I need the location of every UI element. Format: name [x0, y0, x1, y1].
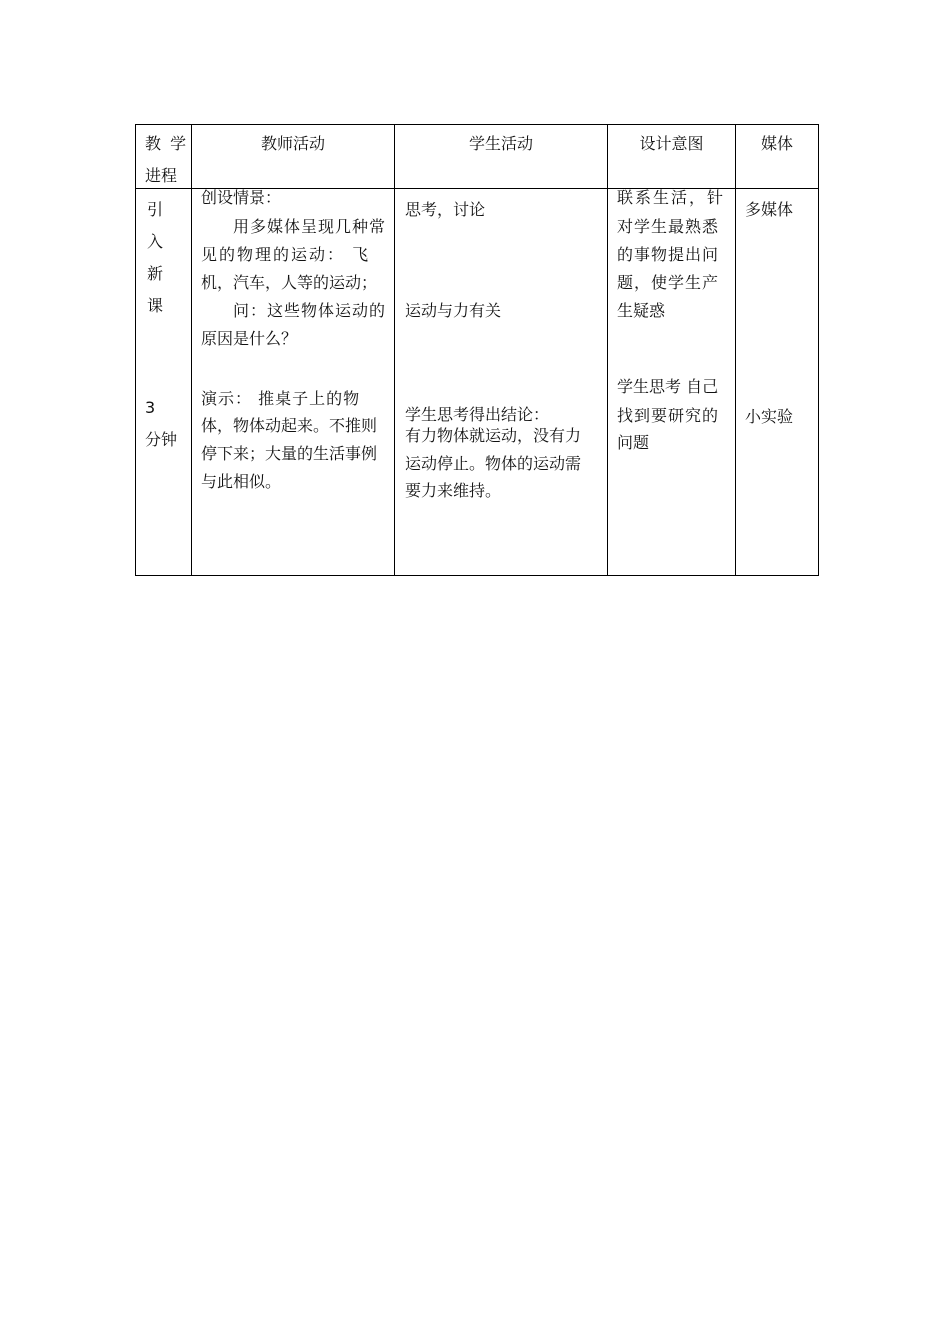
- stage-char: 引: [147, 200, 164, 219]
- teacher-line: 停下来；大量的生活事例: [201, 444, 378, 463]
- media-line: 小实验: [745, 407, 794, 426]
- student-line: 运动与力有关: [405, 301, 502, 320]
- design-line: 找到要研究的: [617, 406, 720, 425]
- header-design-intent: 设计意图: [639, 134, 704, 153]
- header-teacher-activity: 教师活动: [260, 134, 325, 153]
- design-line: 生疑惑: [617, 301, 666, 320]
- teacher-line: 创设情景：: [201, 188, 282, 207]
- stage-char: 课: [147, 296, 164, 315]
- design-line: 问题: [617, 433, 650, 452]
- teacher-line: 演示： 推桌子上的物: [201, 389, 361, 408]
- student-line: 要力来维持。: [405, 481, 502, 500]
- col-divider-left: [135, 124, 136, 576]
- teacher-line: 问：这些物体运动的: [233, 301, 387, 320]
- duration-unit: 分钟: [145, 430, 178, 449]
- teacher-line: 机，汽车，人等的运动；: [201, 273, 378, 292]
- col-divider-3: [607, 124, 608, 576]
- duration-number: 3: [145, 398, 156, 417]
- stage-char: 新: [147, 264, 164, 283]
- table-border-bottom: [135, 575, 819, 576]
- teacher-line: 体，物体动起来。不推则: [201, 416, 378, 435]
- header-progress-line2: 进程: [145, 166, 178, 185]
- student-line: 学生思考得出结论：: [405, 405, 550, 424]
- lesson-plan-table: [135, 124, 819, 576]
- stage-char: 入: [147, 232, 164, 251]
- table-border-top: [135, 124, 819, 125]
- teacher-line: 原因是什么？: [201, 329, 298, 348]
- teacher-line: 与此相似。: [201, 472, 282, 491]
- teacher-line: 见的物理的运动： 飞: [201, 245, 371, 264]
- header-student-activity: 学生活动: [468, 134, 533, 153]
- header-media: 媒体: [760, 134, 793, 153]
- col-divider-right: [818, 124, 819, 576]
- design-line: 题，使学生产: [617, 273, 720, 292]
- student-line: 思考，讨论: [405, 200, 486, 219]
- student-line: 运动停止。物体的运动需: [405, 454, 582, 473]
- media-line: 多媒体: [745, 200, 794, 219]
- design-line: 对学生最熟悉: [617, 217, 720, 236]
- design-line: 的事物提出问: [617, 245, 720, 264]
- col-divider-1: [191, 124, 192, 576]
- student-line: 有力物体就运动，没有力: [405, 426, 582, 445]
- col-divider-2: [394, 124, 395, 576]
- col-divider-4: [735, 124, 736, 576]
- teacher-line: 用多媒体呈现几种常: [233, 217, 387, 236]
- design-line: 学生思考 自己: [617, 377, 719, 396]
- design-line: 联系生活，针: [617, 188, 726, 207]
- header-progress-line1: 教 学: [145, 134, 189, 153]
